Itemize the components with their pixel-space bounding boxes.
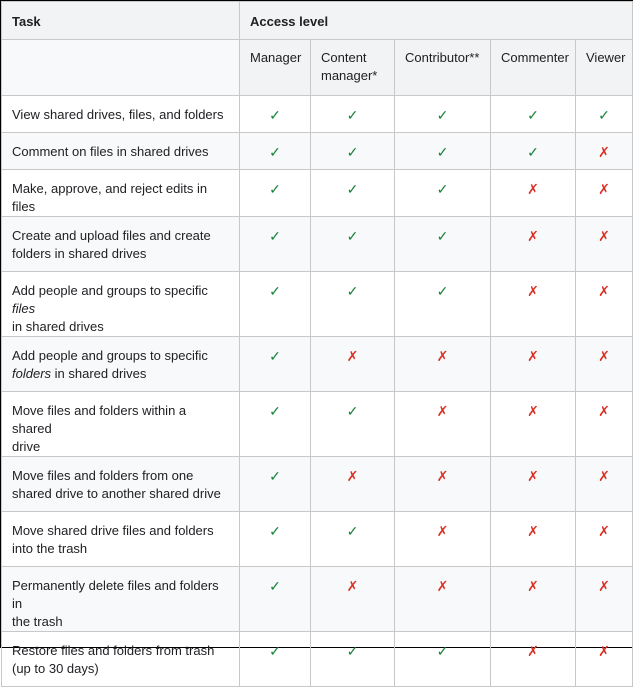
table-row — [2, 632, 633, 687]
cross-icon: ✗ — [436, 578, 449, 594]
checkmark-icon: ✓ — [269, 144, 281, 160]
cross-icon: ✗ — [527, 181, 539, 197]
task-cell — [2, 133, 240, 170]
checkmark-icon: ✓ — [269, 578, 281, 594]
access-cell-content-manager — [311, 96, 395, 133]
access-cell-viewer — [576, 632, 633, 687]
task-cell — [2, 457, 240, 512]
checkmark-icon: ✓ — [436, 228, 449, 244]
access-cell-commenter — [491, 133, 576, 170]
access-cell-commenter — [491, 272, 576, 337]
access-cell-viewer — [576, 133, 633, 170]
task-line: (up to 30 days) — [12, 661, 99, 676]
access-cell-content-manager — [311, 337, 395, 392]
cross-icon: ✗ — [436, 468, 449, 484]
cross-icon: ✗ — [598, 643, 610, 659]
access-level-table — [1, 1, 633, 687]
access-cell-content-manager — [311, 272, 395, 337]
access-cell-viewer — [576, 217, 633, 272]
cross-icon: ✗ — [346, 468, 359, 484]
access-cell-contributor — [395, 567, 491, 632]
task-line: Add people and groups to specific — [12, 348, 208, 363]
checkmark-icon: ✓ — [269, 348, 281, 364]
task-line: shared drive to another shared drive — [12, 486, 221, 501]
checkmark-icon: ✓ — [269, 523, 281, 539]
task-cell — [2, 632, 240, 687]
table-row — [2, 170, 633, 217]
access-cell-contributor — [395, 133, 491, 170]
access-cell-commenter — [491, 170, 576, 217]
table-row — [2, 457, 633, 512]
checkmark-icon: ✓ — [436, 144, 449, 160]
checkmark-icon: ✓ — [346, 523, 359, 539]
cross-icon: ✗ — [598, 228, 610, 244]
access-cell-manager — [240, 632, 311, 687]
table-row — [2, 133, 633, 170]
task-line: folders in shared drives — [12, 246, 147, 261]
access-cell-manager — [240, 133, 311, 170]
task-line: Restore files and folders from trash — [12, 643, 215, 658]
task-cell — [2, 170, 240, 217]
checkmark-icon: ✓ — [269, 468, 281, 484]
access-cell-contributor — [395, 392, 491, 457]
access-cell-content-manager — [311, 457, 395, 512]
access-cell-manager — [240, 392, 311, 457]
cross-icon: ✗ — [527, 578, 539, 594]
cross-icon: ✗ — [598, 283, 610, 299]
table-row — [2, 512, 633, 567]
checkmark-icon: ✓ — [527, 144, 539, 160]
checkmark-icon: ✓ — [269, 228, 281, 244]
task-cell — [2, 392, 240, 457]
access-cell-commenter — [491, 96, 576, 133]
access-cell-contributor — [395, 272, 491, 337]
access-cell-viewer — [576, 272, 633, 337]
task-line: Move files and folders from one — [12, 468, 194, 483]
role-header-manager: Manager — [240, 40, 311, 96]
access-cell-contributor — [395, 632, 491, 687]
checkmark-icon: ✓ — [527, 107, 539, 123]
task-cell — [2, 512, 240, 567]
access-cell-commenter — [491, 217, 576, 272]
access-cell-content-manager — [311, 217, 395, 272]
role-header-viewer: Viewer — [576, 40, 633, 96]
task-cell — [2, 217, 240, 272]
task-line: Make, approve, and reject edits in files — [12, 181, 208, 214]
checkmark-icon: ✓ — [269, 643, 281, 659]
task-cell — [2, 337, 240, 392]
checkmark-icon: ✓ — [436, 283, 449, 299]
checkmark-icon: ✓ — [436, 181, 449, 197]
access-cell-commenter — [491, 567, 576, 632]
task-line: in shared drives — [12, 319, 104, 334]
access-cell-manager — [240, 337, 311, 392]
access-cell-viewer — [576, 96, 633, 133]
role-header-commenter: Commenter — [491, 40, 576, 96]
task-emphasis: folders — [12, 366, 52, 381]
header-row — [2, 2, 633, 40]
checkmark-icon: ✓ — [346, 283, 359, 299]
task-line: Permanently delete files and folders in — [12, 578, 219, 611]
access-cell-manager — [240, 457, 311, 512]
access-cell-manager — [240, 96, 311, 133]
cross-icon: ✗ — [598, 403, 610, 419]
checkmark-icon: ✓ — [346, 228, 359, 244]
checkmark-icon: ✓ — [598, 107, 610, 123]
checkmark-icon: ✓ — [436, 643, 449, 659]
access-cell-manager — [240, 272, 311, 337]
access-cell-contributor — [395, 337, 491, 392]
task-line: in shared drives — [51, 366, 147, 381]
task-line: Create and upload files and create — [12, 228, 211, 243]
access-cell-viewer — [576, 512, 633, 567]
task-line: View shared drives, files, and folders — [12, 107, 224, 122]
access-cell-manager — [240, 217, 311, 272]
access-cell-content-manager — [311, 632, 395, 687]
cross-icon: ✗ — [436, 403, 449, 419]
cross-icon: ✗ — [346, 578, 359, 594]
table-row — [2, 392, 633, 457]
cross-icon: ✗ — [436, 348, 449, 364]
access-cell-commenter — [491, 392, 576, 457]
cross-icon: ✗ — [436, 523, 449, 539]
task-line: drive — [12, 439, 41, 454]
task-line: Add people and groups to specific — [12, 283, 208, 298]
task-column-header: Task — [2, 2, 240, 40]
cross-icon: ✗ — [527, 283, 539, 299]
access-cell-manager — [240, 512, 311, 567]
checkmark-icon: ✓ — [346, 403, 359, 419]
task-line: Move files and folders within a shared — [12, 403, 187, 436]
access-cell-commenter — [491, 457, 576, 512]
access-cell-contributor — [395, 217, 491, 272]
cross-icon: ✗ — [527, 468, 539, 484]
cross-icon: ✗ — [598, 181, 610, 197]
access-cell-manager — [240, 170, 311, 217]
access-cell-viewer — [576, 457, 633, 512]
table-body — [2, 96, 633, 687]
cross-icon: ✗ — [527, 523, 539, 539]
task-line: Move shared drive files and folders — [12, 523, 214, 538]
access-cell-commenter — [491, 512, 576, 567]
task-line: into the trash — [12, 541, 88, 556]
cross-icon: ✗ — [527, 643, 539, 659]
access-cell-viewer — [576, 337, 633, 392]
checkmark-icon: ✓ — [346, 107, 359, 123]
cross-icon: ✗ — [598, 578, 610, 594]
table-row — [2, 96, 633, 133]
task-line: the trash — [12, 614, 63, 629]
access-cell-viewer — [576, 567, 633, 632]
cross-icon: ✗ — [598, 468, 610, 484]
table-row — [2, 217, 633, 272]
access-cell-viewer — [576, 170, 633, 217]
checkmark-icon: ✓ — [269, 107, 281, 123]
checkmark-icon: ✓ — [346, 181, 359, 197]
access-cell-commenter — [491, 337, 576, 392]
cross-icon: ✗ — [527, 228, 539, 244]
access-cell-commenter — [491, 632, 576, 687]
access-cell-contributor — [395, 512, 491, 567]
task-line: Comment on files in shared drives — [12, 144, 209, 159]
cross-icon: ✗ — [346, 348, 359, 364]
access-cell-contributor — [395, 96, 491, 133]
cross-icon: ✗ — [598, 348, 610, 364]
access-cell-content-manager — [311, 170, 395, 217]
access-cell-contributor — [395, 457, 491, 512]
task-emphasis: files — [12, 301, 36, 316]
task-subheader-empty — [2, 40, 240, 96]
cross-icon: ✗ — [527, 403, 539, 419]
checkmark-icon: ✓ — [346, 643, 359, 659]
access-cell-content-manager — [311, 133, 395, 170]
access-cell-content-manager — [311, 512, 395, 567]
role-header-row — [2, 40, 633, 96]
cross-icon: ✗ — [598, 523, 610, 539]
cross-icon: ✗ — [527, 348, 539, 364]
cross-icon: ✗ — [598, 144, 610, 160]
access-level-header: Access level — [240, 2, 633, 40]
access-cell-content-manager — [311, 567, 395, 632]
access-cell-contributor — [395, 170, 491, 217]
checkmark-icon: ✓ — [269, 181, 281, 197]
access-cell-content-manager — [311, 392, 395, 457]
table-row — [2, 337, 633, 392]
access-cell-viewer — [576, 392, 633, 457]
task-cell — [2, 96, 240, 133]
role-header-content-manager: Content manager* — [311, 40, 395, 96]
task-cell — [2, 272, 240, 337]
table-row — [2, 567, 633, 632]
checkmark-icon: ✓ — [269, 283, 281, 299]
role-header-contributor: Contributor** — [395, 40, 491, 96]
checkmark-icon: ✓ — [346, 144, 359, 160]
access-cell-manager — [240, 567, 311, 632]
checkmark-icon: ✓ — [269, 403, 281, 419]
checkmark-icon: ✓ — [436, 107, 449, 123]
table-row — [2, 272, 633, 337]
task-cell — [2, 567, 240, 632]
